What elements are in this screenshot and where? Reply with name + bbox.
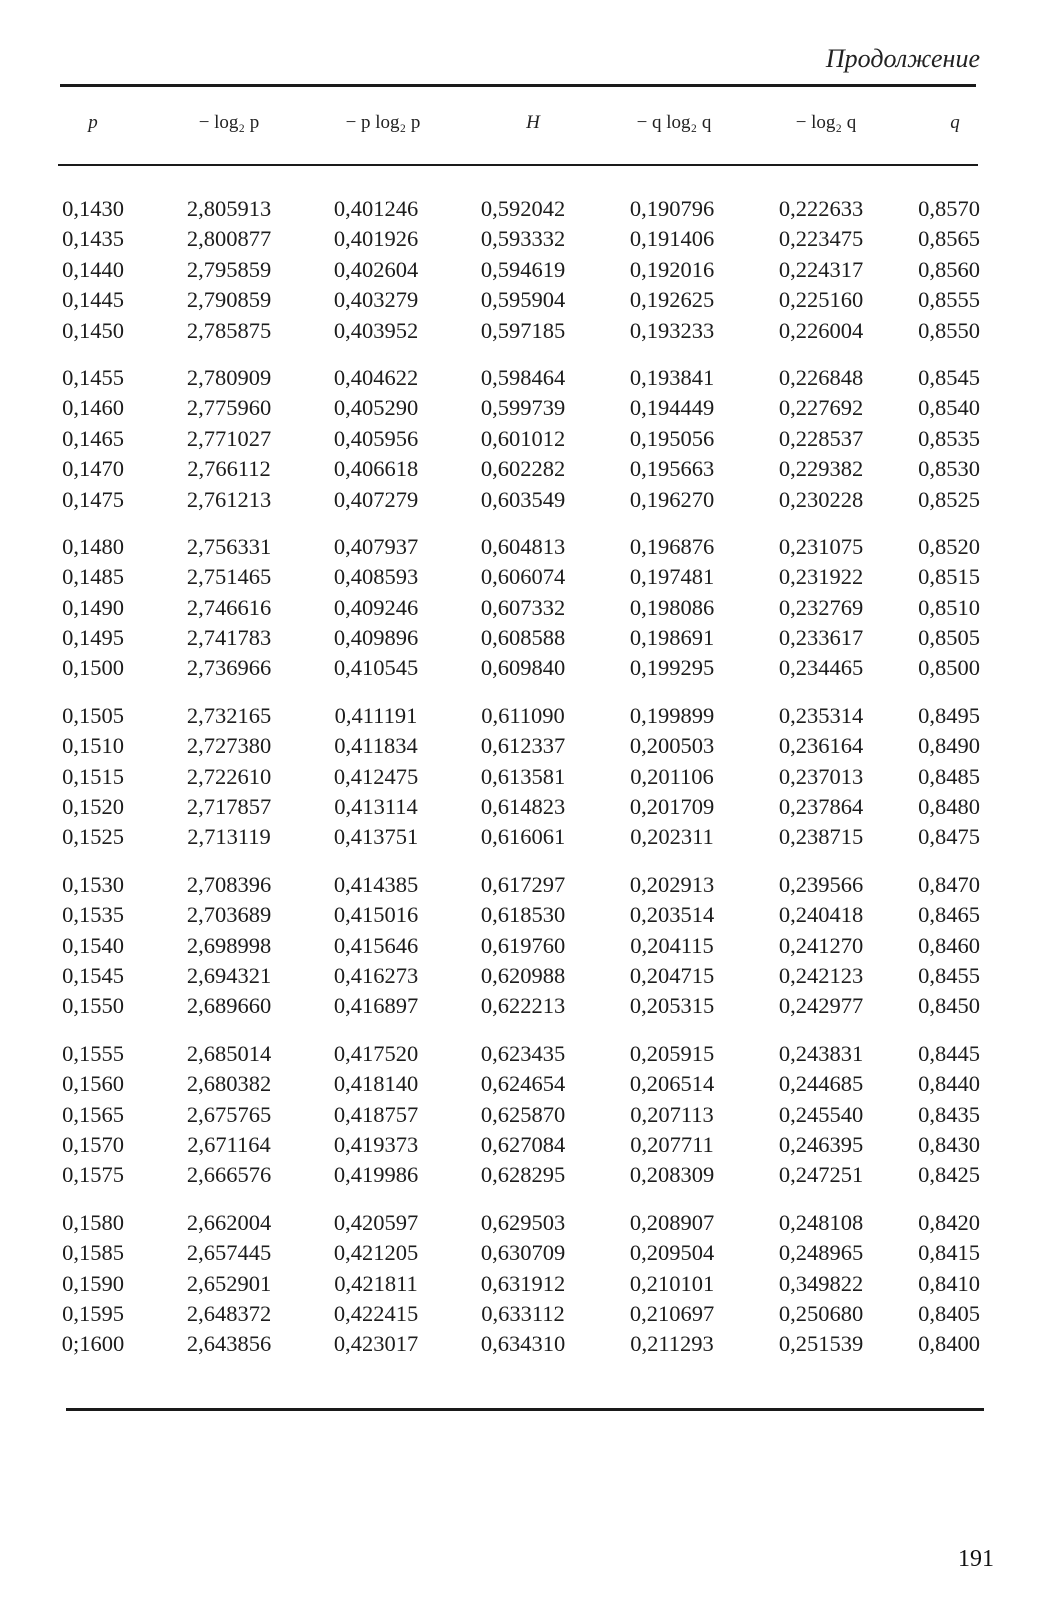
cell-neg-log2-p: 2,727380 [186, 733, 272, 759]
table-bottom-rule [66, 1408, 984, 1411]
cell-neg-q-log2-q: 0,198691 [629, 625, 715, 651]
cell-h: 0,623435 [480, 1040, 566, 1066]
cell-h: 0,620988 [480, 962, 566, 988]
cell-q: 0,8435 [918, 1101, 980, 1127]
table-header-row [0, 112, 1058, 148]
cell-neg-q-log2-q: 0,207113 [630, 1101, 714, 1127]
table-row [0, 764, 1058, 794]
cell-neg-q-log2-q: 0,190796 [629, 196, 715, 221]
cell-neg-p-log2-p: 0,410545 [333, 655, 419, 681]
table-row [0, 226, 1058, 256]
cell-neg-p-log2-p: 0,403279 [333, 287, 419, 313]
table-row [0, 1271, 1058, 1301]
cell-q: 0,8455 [918, 962, 980, 988]
cell-p: 0,1465 [62, 425, 124, 451]
cell-q: 0,8570 [918, 196, 980, 221]
cell-neg-p-log2-p: 0,415016 [333, 902, 419, 928]
column-header-neg-log2-p: − log₂ p [198, 112, 260, 133]
cell-neg-log2-q: 0,236164 [778, 733, 864, 759]
cell-h: 0,602282 [480, 456, 566, 482]
cell-p: 0,1540 [62, 932, 124, 958]
cell-neg-p-log2-p: 0,403952 [333, 317, 419, 343]
cell-p: 0,1535 [62, 902, 124, 928]
continuation-label: Продолжение [825, 44, 980, 73]
cell-neg-p-log2-p: 0,417520 [333, 1040, 419, 1066]
cell-neg-p-log2-p: 0,411191 [334, 702, 418, 728]
cell-neg-p-log2-p: 0,420597 [333, 1209, 419, 1235]
cell-neg-log2-q: 0,239566 [778, 871, 864, 897]
cell-neg-q-log2-q: 0,197481 [629, 564, 715, 590]
cell-neg-log2-q: 0,226848 [778, 364, 864, 390]
cell-neg-log2-q: 0,251539 [778, 1331, 864, 1357]
cell-neg-log2-q: 0,241270 [778, 932, 864, 958]
cell-p: 0,1475 [62, 486, 124, 512]
table-top-rule [60, 84, 976, 87]
cell-neg-q-log2-q: 0,206514 [629, 1071, 715, 1097]
cell-h: 0,628295 [480, 1162, 566, 1188]
cell-neg-p-log2-p: 0,421205 [333, 1240, 419, 1266]
cell-neg-q-log2-q: 0,199899 [629, 702, 715, 728]
cell-neg-log2-p: 2,643856 [186, 1331, 272, 1357]
table-header-rule [58, 164, 978, 166]
cell-h: 0,625870 [480, 1101, 566, 1127]
cell-q: 0,8400 [918, 1331, 980, 1357]
cell-neg-p-log2-p: 0,401926 [333, 226, 419, 252]
cell-neg-log2-p: 2,751465 [186, 564, 272, 590]
table-row [0, 1162, 1058, 1192]
cell-neg-log2-q: 0,242123 [778, 962, 864, 988]
table-row [0, 733, 1058, 763]
cell-neg-q-log2-q: 0,208907 [629, 1209, 715, 1235]
cell-q: 0,8475 [918, 824, 980, 850]
cell-neg-q-log2-q: 0,200503 [629, 733, 715, 759]
cell-q: 0,8505 [918, 625, 980, 651]
cell-h: 0,598464 [480, 364, 566, 390]
cell-neg-log2-q: 0,246395 [778, 1131, 864, 1157]
cell-h: 0,619760 [480, 932, 566, 958]
cell-neg-log2-p: 2,680382 [186, 1071, 272, 1097]
cell-neg-q-log2-q: 0,210697 [629, 1300, 715, 1326]
cell-neg-q-log2-q: 0,205315 [629, 993, 715, 1019]
cell-neg-q-log2-q: 0,209504 [629, 1240, 715, 1266]
cell-h: 0,601012 [480, 425, 566, 451]
cell-q: 0,8515 [918, 564, 980, 590]
cell-p: 0,1560 [62, 1071, 124, 1097]
cell-h: 0,630709 [480, 1240, 566, 1266]
table-row [0, 703, 1058, 733]
cell-neg-log2-p: 2,662004 [186, 1209, 272, 1235]
cell-neg-q-log2-q: 0,192625 [629, 287, 715, 313]
cell-q: 0,8430 [918, 1131, 980, 1157]
cell-q: 0,8510 [918, 594, 980, 620]
cell-neg-log2-p: 2,689660 [186, 993, 272, 1019]
cell-p: 0;1600 [61, 1331, 125, 1357]
cell-p: 0,1430 [62, 196, 124, 221]
cell-h: 0,611090 [481, 702, 565, 728]
cell-neg-log2-q: 0,245540 [778, 1101, 864, 1127]
cell-p: 0,1460 [62, 395, 124, 421]
cell-neg-log2-p: 2,652901 [186, 1270, 272, 1296]
cell-neg-log2-q: 0,237864 [778, 794, 864, 820]
cell-h: 0,606074 [480, 564, 566, 590]
cell-neg-log2-q: 0,234465 [778, 655, 864, 681]
cell-neg-q-log2-q: 0,201106 [630, 763, 714, 789]
cell-p: 0,1570 [62, 1131, 124, 1157]
cell-neg-log2-q: 0,238715 [778, 824, 864, 850]
cell-neg-q-log2-q: 0,202913 [629, 871, 715, 897]
cell-p: 0,1515 [62, 763, 124, 789]
cell-h: 0,607332 [480, 594, 566, 620]
cell-neg-q-log2-q: 0,210101 [629, 1270, 715, 1296]
cell-neg-q-log2-q: 0,193841 [629, 364, 715, 390]
cell-p: 0,1590 [62, 1270, 124, 1296]
cell-q: 0,8550 [918, 317, 980, 343]
cell-neg-log2-q: 0,233617 [778, 625, 864, 651]
cell-neg-q-log2-q: 0,194449 [629, 395, 715, 421]
cell-q: 0,8415 [918, 1240, 980, 1266]
table-row [0, 1102, 1058, 1132]
cell-neg-log2-p: 2,736966 [186, 655, 272, 681]
cell-neg-log2-p: 2,703689 [186, 902, 272, 928]
cell-p: 0,1480 [62, 533, 124, 559]
table-row [0, 963, 1058, 993]
cell-neg-q-log2-q: 0,202311 [630, 824, 714, 850]
cell-neg-q-log2-q: 0,192016 [629, 256, 715, 282]
cell-h: 0,595904 [480, 287, 566, 313]
cell-q: 0,8520 [918, 533, 980, 559]
cell-q: 0,8560 [918, 256, 980, 282]
cell-q: 0,8480 [918, 794, 980, 820]
cell-neg-log2-q: 0,231922 [778, 564, 864, 590]
cell-neg-q-log2-q: 0,201709 [629, 794, 715, 820]
cell-q: 0,8440 [918, 1071, 980, 1097]
table-row [0, 426, 1058, 456]
cell-h: 0,624654 [480, 1071, 566, 1097]
table-row [0, 902, 1058, 932]
cell-neg-p-log2-p: 0,407279 [333, 486, 419, 512]
cell-neg-p-log2-p: 0,421811 [334, 1270, 418, 1296]
cell-q: 0,8540 [918, 395, 980, 421]
cell-neg-p-log2-p: 0,419373 [333, 1131, 419, 1157]
cell-neg-log2-q: 0,227692 [778, 395, 864, 421]
cell-neg-p-log2-p: 0,414385 [333, 871, 419, 897]
cell-p: 0,1500 [62, 655, 124, 681]
cell-p: 0,1555 [62, 1040, 124, 1066]
cell-neg-log2-p: 2,771027 [186, 425, 272, 451]
cell-neg-p-log2-p: 0,416897 [333, 993, 419, 1019]
cell-neg-q-log2-q: 0,195663 [629, 456, 715, 482]
cell-q: 0,8425 [918, 1162, 980, 1188]
cell-p: 0,1510 [62, 733, 124, 759]
cell-neg-log2-p: 2,780909 [186, 364, 272, 390]
cell-q: 0,8495 [918, 702, 980, 728]
table-row [0, 534, 1058, 564]
cell-p: 0,1470 [62, 456, 124, 482]
cell-neg-log2-q: 0,232769 [778, 594, 864, 620]
cell-neg-log2-p: 2,685014 [186, 1040, 272, 1066]
cell-q: 0,8535 [918, 425, 980, 451]
cell-neg-p-log2-p: 0,418757 [333, 1101, 419, 1127]
cell-p: 0,1580 [62, 1209, 124, 1235]
cell-neg-p-log2-p: 0,419986 [333, 1162, 419, 1188]
cell-neg-q-log2-q: 0,207711 [630, 1131, 714, 1157]
cell-p: 0,1550 [62, 993, 124, 1019]
cell-h: 0,634310 [480, 1331, 566, 1357]
table-row [0, 318, 1058, 348]
table-row [0, 564, 1058, 594]
cell-neg-log2-q: 0,248965 [778, 1240, 864, 1266]
cell-neg-p-log2-p: 0,416273 [333, 962, 419, 988]
cell-neg-q-log2-q: 0,193233 [629, 317, 715, 343]
table-row [0, 625, 1058, 655]
cell-neg-q-log2-q: 0,204715 [629, 962, 715, 988]
cell-neg-p-log2-p: 0,413751 [333, 824, 419, 850]
table-row [0, 287, 1058, 317]
cell-q: 0,8410 [918, 1270, 980, 1296]
cell-h: 0,608588 [480, 625, 566, 651]
cell-h: 0,629503 [480, 1209, 566, 1235]
table-row [0, 365, 1058, 395]
cell-h: 0,622213 [480, 993, 566, 1019]
cell-h: 0,593332 [480, 226, 566, 252]
cell-p: 0,1495 [62, 625, 124, 651]
cell-p: 0,1585 [62, 1240, 124, 1266]
column-header-h: H [526, 112, 540, 133]
cell-neg-log2-p: 2,732165 [186, 702, 272, 728]
table-row [0, 257, 1058, 287]
cell-q: 0,8470 [918, 871, 980, 897]
cell-q: 0,8500 [918, 655, 980, 681]
cell-neg-log2-q: 0,226004 [778, 317, 864, 343]
table-row [0, 1041, 1058, 1071]
cell-p: 0,1545 [62, 962, 124, 988]
table-row [0, 456, 1058, 486]
cell-q: 0,8490 [918, 733, 980, 759]
cell-neg-log2-q: 0,242977 [778, 993, 864, 1019]
cell-q: 0,8460 [918, 932, 980, 958]
table-row [0, 1301, 1058, 1331]
cell-neg-log2-p: 2,800877 [186, 226, 272, 252]
cell-neg-log2-p: 2,717857 [186, 794, 272, 820]
cell-h: 0,633112 [481, 1300, 565, 1326]
cell-neg-log2-p: 2,741783 [186, 625, 272, 651]
cell-h: 0,618530 [480, 902, 566, 928]
cell-neg-log2-q: 0,248108 [778, 1209, 864, 1235]
cell-neg-log2-p: 2,761213 [186, 486, 272, 512]
cell-neg-p-log2-p: 0,412475 [333, 763, 419, 789]
cell-p: 0,1490 [62, 594, 124, 620]
cell-neg-q-log2-q: 0,195056 [629, 425, 715, 451]
cell-p: 0,1445 [62, 287, 124, 313]
cell-p: 0,1575 [62, 1162, 124, 1188]
cell-neg-log2-p: 2,713119 [187, 824, 271, 850]
cell-neg-log2-q: 0,228537 [778, 425, 864, 451]
column-header-p: p [88, 112, 98, 133]
table-row [0, 1240, 1058, 1270]
cell-neg-log2-q: 0,349822 [778, 1270, 864, 1296]
cell-neg-log2-q: 0,229382 [778, 456, 864, 482]
cell-neg-log2-p: 2,790859 [186, 287, 272, 313]
cell-neg-p-log2-p: 0,405290 [333, 395, 419, 421]
table-row [0, 1071, 1058, 1101]
cell-neg-log2-q: 0,244685 [778, 1071, 864, 1097]
cell-neg-log2-p: 2,756331 [186, 533, 272, 559]
table-row [0, 794, 1058, 824]
cell-h: 0,631912 [480, 1270, 566, 1296]
cell-neg-log2-p: 2,785875 [186, 317, 272, 343]
cell-neg-p-log2-p: 0,413114 [334, 794, 418, 820]
table-row [0, 487, 1058, 517]
cell-neg-log2-q: 0,250680 [778, 1300, 864, 1326]
cell-neg-log2-p: 2,795859 [186, 256, 272, 282]
table-row [0, 993, 1058, 1023]
cell-neg-log2-p: 2,694321 [186, 962, 272, 988]
cell-p: 0,1525 [62, 824, 124, 850]
cell-q: 0,8545 [918, 364, 980, 390]
cell-neg-log2-q: 0,230228 [778, 486, 864, 512]
cell-h: 0,592042 [480, 196, 566, 221]
cell-q: 0,8405 [918, 1300, 980, 1326]
cell-h: 0,597185 [480, 317, 566, 343]
column-header-neg-log2-q: − log₂ q [795, 112, 857, 133]
cell-neg-log2-q: 0,237013 [778, 763, 864, 789]
cell-neg-p-log2-p: 0,411834 [334, 733, 418, 759]
column-header-neg-q-log2-q: − q log₂ q [636, 112, 712, 133]
table-row [0, 1132, 1058, 1162]
cell-neg-log2-q: 0,225160 [778, 287, 864, 313]
cell-neg-q-log2-q: 0,199295 [629, 655, 715, 681]
table-row [0, 872, 1058, 902]
cell-neg-p-log2-p: 0,408593 [333, 564, 419, 590]
cell-neg-q-log2-q: 0,204115 [630, 932, 714, 958]
page-number: 191 [958, 1546, 994, 1572]
cell-neg-log2-p: 2,746616 [186, 594, 272, 620]
cell-h: 0,614823 [480, 794, 566, 820]
cell-p: 0,1595 [62, 1300, 124, 1326]
cell-p: 0,1485 [62, 564, 124, 590]
cell-neg-log2-q: 0,235314 [778, 702, 864, 728]
cell-p: 0,1440 [62, 256, 124, 282]
cell-neg-p-log2-p: 0,401246 [333, 196, 419, 221]
table-row [0, 824, 1058, 854]
cell-q: 0,8530 [918, 456, 980, 482]
table-body [0, 196, 1058, 1362]
table-row [0, 933, 1058, 963]
cell-neg-q-log2-q: 0,191406 [629, 226, 715, 252]
cell-h: 0,604813 [480, 533, 566, 559]
cell-q: 0,8565 [918, 226, 980, 252]
cell-neg-q-log2-q: 0,203514 [629, 902, 715, 928]
cell-p: 0,1530 [62, 871, 124, 897]
cell-h: 0,599739 [480, 395, 566, 421]
cell-neg-q-log2-q: 0,208309 [629, 1162, 715, 1188]
cell-neg-p-log2-p: 0,418140 [333, 1071, 419, 1097]
cell-neg-p-log2-p: 0,407937 [333, 533, 419, 559]
cell-neg-log2-p: 2,657445 [186, 1240, 272, 1266]
cell-neg-p-log2-p: 0,402604 [333, 256, 419, 282]
cell-h: 0,612337 [480, 733, 566, 759]
cell-neg-log2-q: 0,240418 [778, 902, 864, 928]
cell-neg-log2-q: 0,247251 [778, 1162, 864, 1188]
cell-h: 0,617297 [480, 871, 566, 897]
table-row [0, 595, 1058, 625]
table-row [0, 1331, 1058, 1361]
cell-neg-log2-p: 2,666576 [186, 1162, 272, 1188]
cell-neg-log2-q: 0,224317 [778, 256, 864, 282]
cell-q: 0,8450 [918, 993, 980, 1019]
cell-neg-p-log2-p: 0,423017 [333, 1331, 419, 1357]
cell-neg-q-log2-q: 0,205915 [629, 1040, 715, 1066]
cell-neg-log2-q: 0,243831 [778, 1040, 864, 1066]
cell-h: 0,616061 [480, 824, 566, 850]
cell-neg-q-log2-q: 0,196876 [629, 533, 715, 559]
cell-neg-log2-q: 0,223475 [778, 226, 864, 252]
cell-h: 0,627084 [480, 1131, 566, 1157]
table-row [0, 395, 1058, 425]
cell-neg-p-log2-p: 0,415646 [333, 932, 419, 958]
cell-p: 0,1565 [62, 1101, 124, 1127]
cell-p: 0,1455 [62, 364, 124, 390]
cell-h: 0,594619 [480, 256, 566, 282]
cell-neg-q-log2-q: 0,211293 [630, 1331, 714, 1357]
cell-q: 0,8420 [918, 1209, 980, 1235]
cell-neg-q-log2-q: 0,198086 [629, 594, 715, 620]
cell-p: 0,1505 [62, 702, 124, 728]
cell-neg-log2-p: 2,698998 [186, 932, 272, 958]
table-row [0, 655, 1058, 685]
cell-h: 0,613581 [480, 763, 566, 789]
cell-neg-log2-q: 0,222633 [778, 196, 864, 221]
cell-q: 0,8525 [918, 486, 980, 512]
cell-neg-p-log2-p: 0,405956 [333, 425, 419, 451]
cell-neg-log2-p: 2,675765 [186, 1101, 272, 1127]
cell-neg-p-log2-p: 0,404622 [333, 364, 419, 390]
cell-neg-p-log2-p: 0,409896 [333, 625, 419, 651]
cell-p: 0,1435 [62, 226, 124, 252]
cell-neg-q-log2-q: 0,196270 [629, 486, 715, 512]
cell-neg-p-log2-p: 0,422415 [333, 1300, 419, 1326]
cell-h: 0,603549 [480, 486, 566, 512]
column-header-q: q [950, 112, 960, 133]
cell-neg-log2-p: 2,805913 [186, 196, 272, 221]
cell-q: 0,8465 [918, 902, 980, 928]
cell-neg-log2-p: 2,766112 [187, 456, 271, 482]
cell-p: 0,1450 [62, 317, 124, 343]
cell-q: 0,8445 [918, 1040, 980, 1066]
table-row [0, 1210, 1058, 1240]
cell-p: 0,1520 [62, 794, 124, 820]
cell-q: 0,8485 [918, 763, 980, 789]
cell-neg-log2-p: 2,708396 [186, 871, 272, 897]
cell-h: 0,609840 [480, 655, 566, 681]
column-header-neg-p-log2-p: − p log₂ p [345, 112, 421, 133]
cell-q: 0,8555 [918, 287, 980, 313]
cell-neg-log2-p: 2,775960 [186, 395, 272, 421]
cell-neg-log2-p: 2,722610 [186, 763, 272, 789]
cell-neg-log2-p: 2,671164 [187, 1131, 271, 1157]
cell-neg-p-log2-p: 0,409246 [333, 594, 419, 620]
cell-neg-log2-q: 0,231075 [778, 533, 864, 559]
cell-neg-p-log2-p: 0,406618 [333, 456, 419, 482]
cell-neg-log2-p: 2,648372 [186, 1300, 272, 1326]
table-row [0, 196, 1058, 226]
